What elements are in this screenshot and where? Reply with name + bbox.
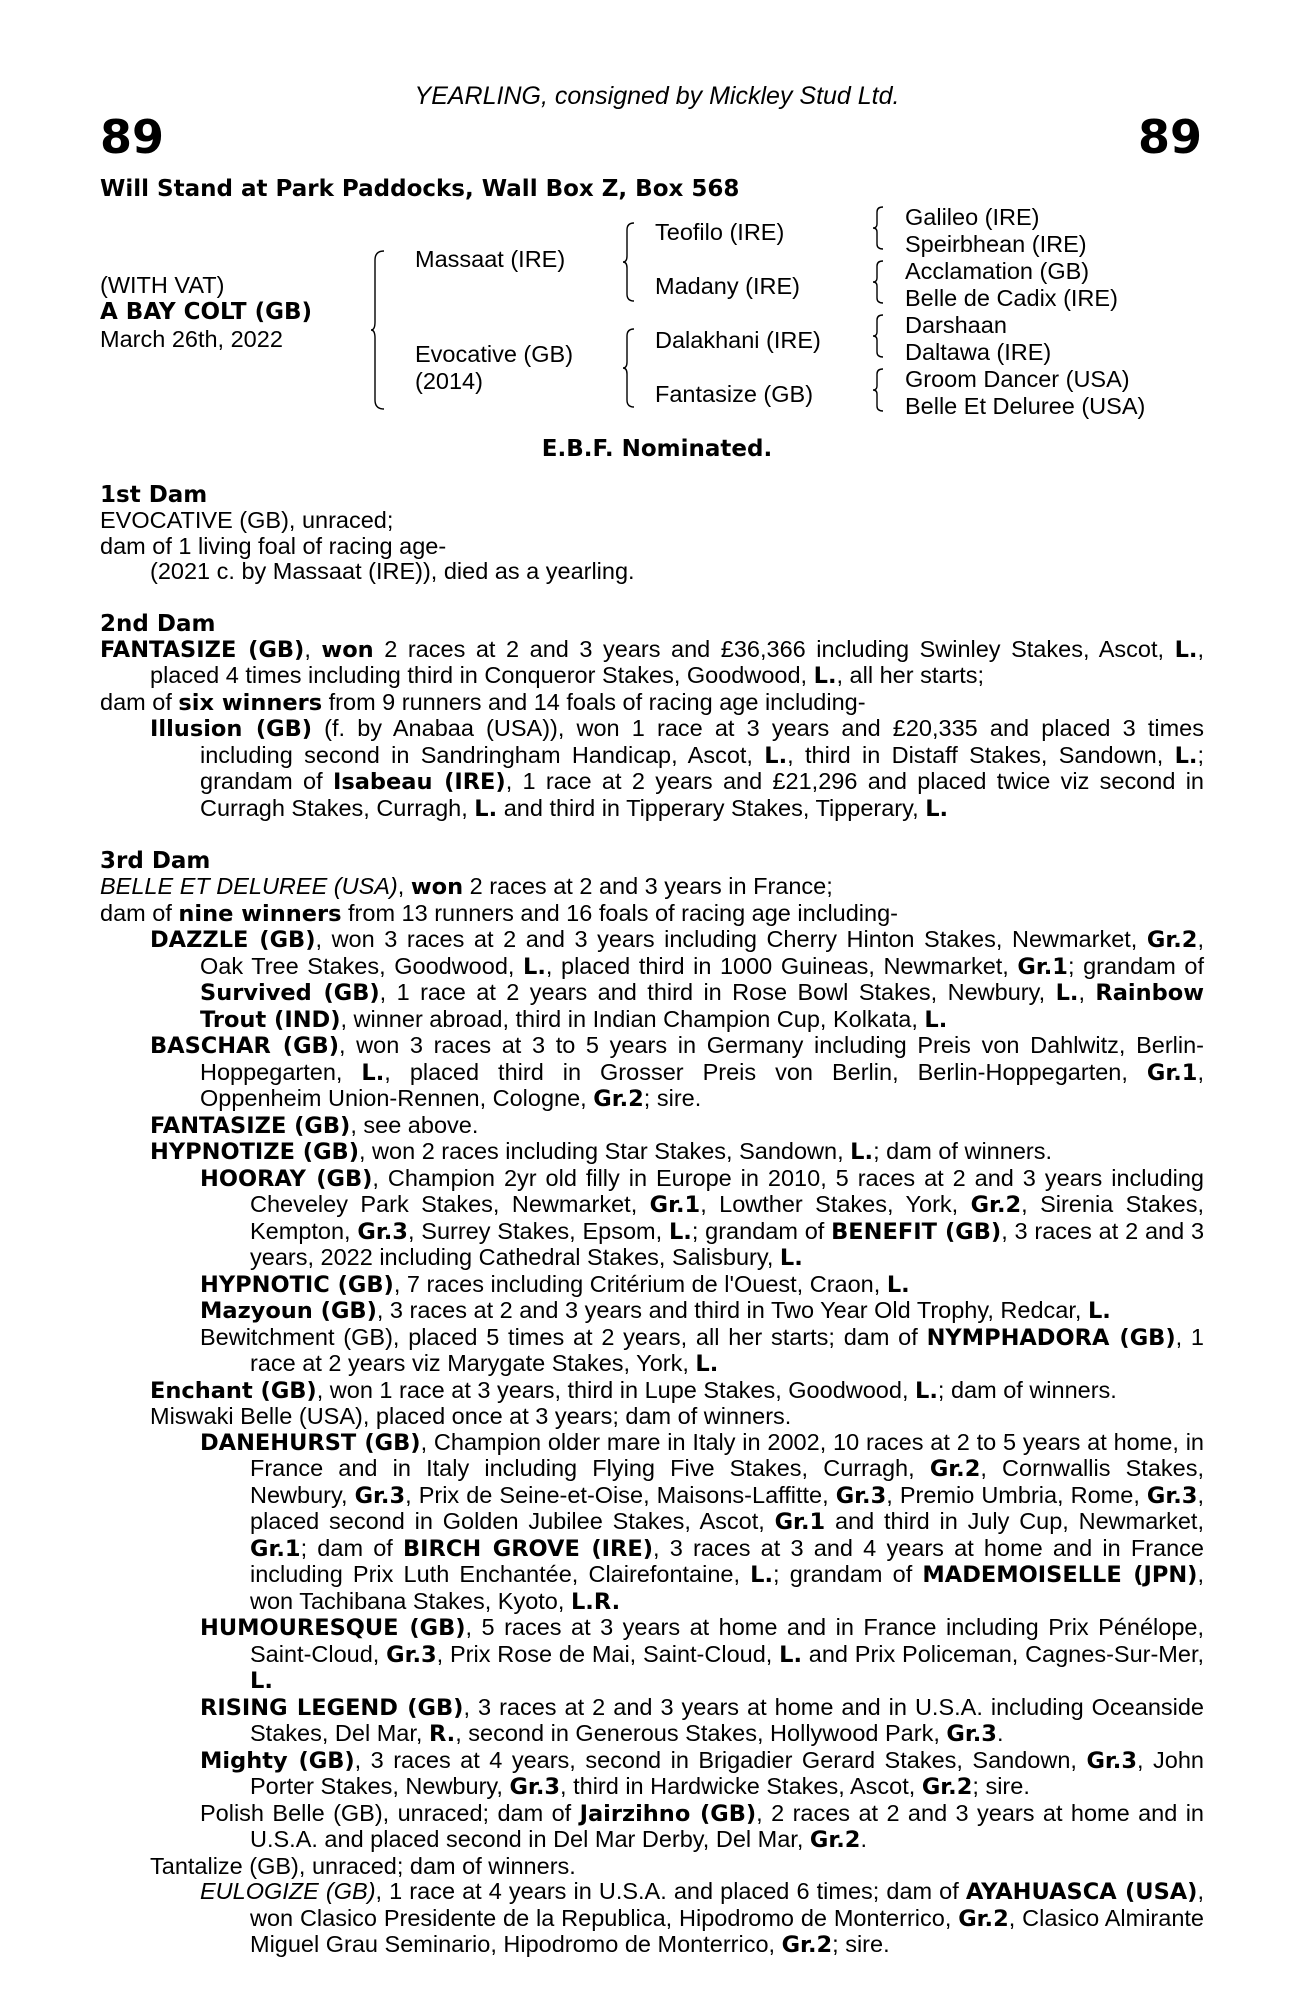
- dam-name: Evocative (GB): [415, 341, 574, 367]
- entry-hypnotic: HYPNOTIC (GB), 7 races including Critérium de l'Ouest, Craon, L.: [200, 1270, 910, 1298]
- lot-number-left: 89: [100, 110, 165, 164]
- consignor-line: YEARLING, consigned by Mickley Stud Ltd.: [414, 82, 900, 110]
- entry-eulogize: EULOGIZE (GB), 1 race at 4 years in U.S.A. and placed 6 times; dam of AYAHUASCA (USA), won Clasico Presidente de la Republica, Hipodromo de Monterrico, Gr.2, Clasico Almirante Miguel Grau Seminario, Hipodromo de Monterrico, Gr.2; sire.: [200, 1878, 1204, 1958]
- ped-gen3-5: Darshaan: [905, 312, 1007, 338]
- entry-humouresque: HUMOURESQUE (GB), 5 races at 3 years at home and in France including Prix Pénélope, Saint-Cloud, Gr.3, Prix Rose de Mai, Saint-Cloud, L. and Prix Policeman, Cagnes-Sur-Mer, L.: [200, 1614, 1205, 1694]
- entry-mazyoun: Mazyoun (GB), 3 races at 2 and 3 years and third in Two Year Old Trophy, Redcar, L.: [200, 1297, 1111, 1324]
- third-dam-entry: BELLE ET DELUREE (USA), won 2 races at 2 and 3 years in France;: [100, 873, 833, 900]
- vat-note: (WITH VAT): [100, 272, 225, 298]
- sire-name: Massaat (IRE): [415, 246, 566, 272]
- third-dam-produce: dam of nine winners from 13 runners and 16 foals of racing age including-: [100, 899, 898, 927]
- brace-dam: [622, 328, 636, 408]
- entry-hooray: HOORAY (GB), Champion 2yr old filly in Europe in 2010, 5 races at 2 and 3 years including Cheveley Park Stakes, Newmarket, Gr.1, Lowther Stakes, York, Gr.2, Sirenia Stakes, Kempton, Gr.3, Surrey Stakes, Epsom, L.; grandam of BENEFIT (GB), 3 races at 2 and 3 years, 2022 including Cathedral Stakes, Salisbury, L.: [200, 1164, 1205, 1271]
- entry-danehurst: DANEHURST (GB), Champion older mare in Italy in 2002, 10 races at 2 to 5 years at home, in France and in Italy including Flying Five Stakes, Curragh, Gr.2, Cornwallis Stakes, Newbury, Gr.3, Prix de Seine-et-Oise, Maisons-Laffitte, Gr.3, Premio Umbria, Rome, Gr.3, placed second in Golden Jubilee Stakes, Ascot, Gr.1 and third in July Cup, Newmarket, Gr.1; dam of BIRCH GROVE (IRE), 3 races at 3 and 4 years at home and in France including Prix Luth Enchantée, Clairefontaine, L.; grandam of MADEMOISELLE (JPN), won Tachibana Stakes, Kyoto, L.R.: [200, 1428, 1204, 1615]
- foaling-date: March 26th, 2022: [100, 326, 283, 352]
- location-line: Will Stand at Park Paddocks, Wall Box Z, Box 568: [100, 176, 740, 202]
- ped-gen3-3: Acclamation (GB): [905, 258, 1090, 284]
- lot-number-right: 89: [1137, 110, 1202, 164]
- ped-gen3-2: Speirbhean (IRE): [905, 231, 1087, 257]
- brace-sire: [622, 222, 636, 302]
- second-dam-entry: FANTASIZE (GB), won 2 races at 2 and 3 years and £36,366 including Swinley Stakes, Ascot, L., placed 4 times including third in Conqueror Stakes, Goodwood, L., all her starts;: [100, 635, 1204, 689]
- sire-dam: Madany (IRE): [655, 273, 800, 299]
- ped-gen3-1: Galileo (IRE): [905, 204, 1040, 230]
- entry-hypnotize: HYPNOTIZE (GB), won 2 races including Star Stakes, Sandown, L.; dam of winners.: [150, 1138, 1052, 1165]
- ped-gen3-8: Belle Et Deluree (USA): [905, 393, 1146, 419]
- entry-miswaki-belle: Miswaki Belle (USA), placed once at 3 years; dam of winners.: [150, 1403, 792, 1429]
- first-dam-line-3: (2021 c. by Massaat (IRE)), died as a yearling.: [150, 558, 635, 584]
- dam-year: (2014): [415, 368, 483, 394]
- dam-sire: Dalakhani (IRE): [655, 327, 821, 353]
- ped-gen3-7: Groom Dancer (USA): [905, 366, 1130, 392]
- brace-ss: [872, 206, 884, 250]
- brace-ds: [872, 314, 884, 358]
- first-dam-heading: 1st Dam: [100, 482, 208, 508]
- brace-main: [370, 250, 386, 410]
- third-dam-heading: 3rd Dam: [100, 848, 211, 874]
- entry-illusion: Illusion (GB) (f. by Anabaa (USA)), won 1 race at 3 years and £20,335 and placed 3 times including second in Sandringham Handicap, Ascot, L., third in Distaff Stakes, Sandown, L.; grandam of Isabeau (IRE), 1 race at 2 years and £21,296 and placed twice viz second in Curragh Stakes, Curragh, L. and third in Tipperary Stakes, Tipperary, L.: [150, 715, 1205, 822]
- brace-dd: [872, 368, 884, 412]
- second-dam-heading: 2nd Dam: [100, 610, 216, 637]
- first-dam-line-1: EVOCATIVE (GB), unraced;: [100, 507, 394, 533]
- second-dam-produce: dam of six winners from 9 runners and 14 foals of racing age including-: [100, 688, 866, 716]
- entry-polish-belle: Polish Belle (GB), unraced; dam of Jairzihno (GB), 2 races at 2 and 3 years at home and in U.S.A. and placed second in Del Mar Derby, Del Mar, Gr.2.: [200, 1799, 1204, 1853]
- ebf-note: E.B.F. Nominated.: [541, 436, 773, 462]
- dam-dam: Fantasize (GB): [655, 381, 814, 407]
- sire-sire: Teofilo (IRE): [655, 219, 785, 245]
- produce-record: [100, 482, 1204, 1959]
- first-dam-line-2: dam of 1 living foal of racing age-: [100, 532, 447, 559]
- ped-gen3-4: Belle de Cadix (IRE): [905, 285, 1118, 311]
- entry-tantalize: Tantalize (GB), unraced; dam of winners.: [150, 1852, 576, 1879]
- entry-rising-legend: RISING LEGEND (GB), 3 races at 2 and 3 years at home and in U.S.A. including Oceanside Stakes, Del Mar, R., second in Generous Stakes, Hollywood Park, Gr.3.: [200, 1693, 1204, 1747]
- entry-baschar: BASCHAR (GB), won 3 races at 3 to 5 years in Germany including Preis von Dahlwitz, Berlin-Hoppegarten, L., placed third in Grosser Preis von Berlin, Berlin-Hoppegarten, Gr.1, Oppenheim Union-Rennen, Cologne, Gr.2; sire.: [150, 1032, 1204, 1112]
- entry-fantasize: FANTASIZE (GB), see above.: [150, 1111, 479, 1139]
- entry-bewitchment: Bewitchment (GB), placed 5 times at 2 years, all her starts; dam of NYMPHADORA (GB), 1 race at 2 years viz Marygate Stakes, York, L.: [200, 1323, 1204, 1377]
- entry-mighty: Mighty (GB), 3 races at 4 years, second in Brigadier Gerard Stakes, Sandown, Gr.3, John Porter Stakes, Newbury, Gr.3, third in Hardwicke Stakes, Ascot, Gr.2; sire.: [200, 1746, 1204, 1800]
- entry-dazzle: DAZZLE (GB), won 3 races at 2 and 3 years including Cherry Hinton Stakes, Newmarket, Gr.2, Oak Tree Stakes, Goodwood, L., placed third in 1000 Guineas, Newmarket, Gr.1; grandam of Survived (GB), 1 race at 2 years and third in Rose Bowl Stakes, Newbury, L., Rainbow Trout (IND), winner abroad, third in Indian Champion Cup, Kolkata, L.: [150, 926, 1205, 1033]
- brace-sd: [872, 260, 884, 304]
- ped-gen3-6: Daltawa (IRE): [905, 339, 1052, 365]
- entry-enchant: Enchant (GB), won 1 race at 3 years, third in Lupe Stakes, Goodwood, L.; dam of winners.: [150, 1376, 1117, 1404]
- subject-name: A BAY COLT (GB): [100, 299, 313, 325]
